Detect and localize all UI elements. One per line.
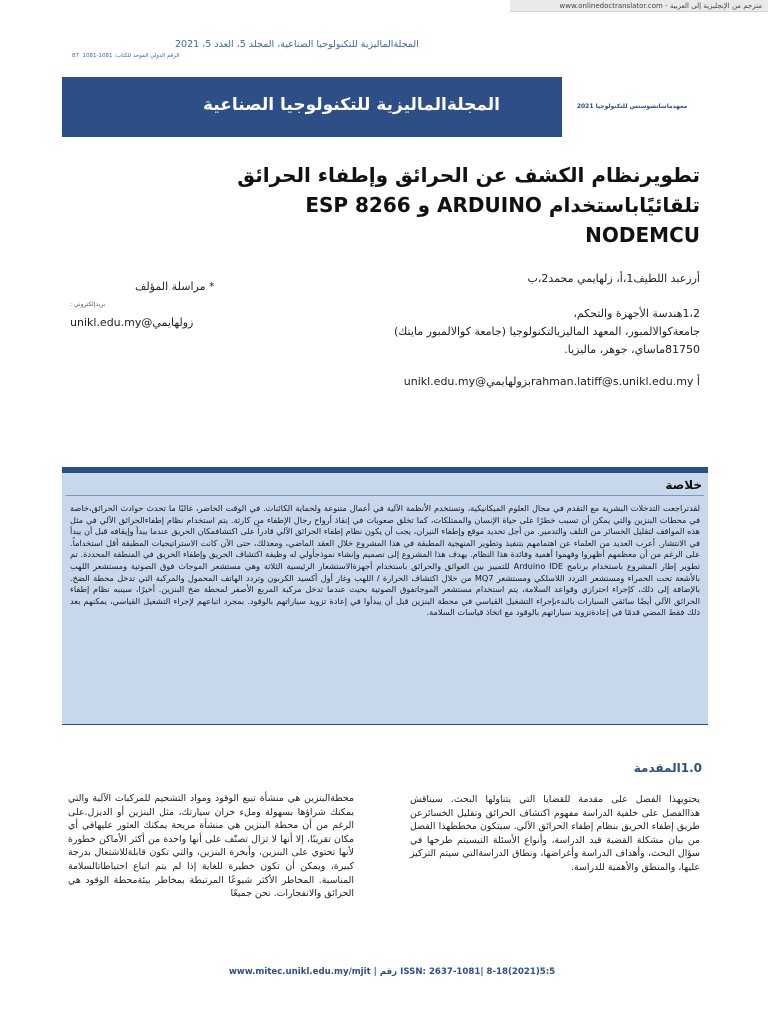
journal-reference: المجلةالماليزية للتكنولوجيا الصناعية، المجلد 5، العدد 5، 2021 xyxy=(175,39,419,50)
affiliation xyxy=(280,305,700,359)
author-emails[interactable]: أ rahman.latiff@s.unikl.edu.myبزولهايمي@unikl.edu.my xyxy=(403,375,700,388)
introduction-paragraph-left: محطةالبنزين هي منشأة تبيع الوقود ومواد التشحيم للمركبات الآلية والتي يمكنك شراؤها بسهولة وملء خزان سيارتك، مثل البنزين أو الديزل.على الرغم من أن محطة البنزين هي منشأة مريحة يمكنك العثور عليهافي أي مكان تقريبًا، إلا أنها لا تزال تصنّف على أنها واحدة من أكثر الأماكن خطورة لأنها تحتوي على البنزين، وأبخرة البنزين، والتي تكون قابلةللاشتعال بدرجة كبيرة، ويمكن أن تكون خطيرة للغاية إذا لم يتم اتباع احتياطاتالسلامة المناسبة. المخاطر الأكثر شيوعًا المرتبطة بمخاطر بيئةمحطة الوقود هي الحرائق والانفجارات. نحن جميعًا xyxy=(68,793,354,900)
corresponding-author-label: * مراسلة المؤلف xyxy=(135,280,215,293)
paper-title-line: NODEMCU xyxy=(585,223,700,247)
abstract-text: لقدتراجعت التدخلات البشرية مع التقدم في مجال العلوم الميكانيكية، وتستخدم الأنظمة الآلية في أعمال متنوعة ولحماية الكائنات. في الوقت الحاضر، غالبًا ما تحدث حوادث الحرائق،خاصة في محطات البنزين والتي يمكن أن تسبب خطرًا على حياة الإنسان والممتلكات، كما تخلق صعوبات في إنقاذ أرواح رجال الإطفاء من كارثة. يتم استخدام نظام إطفاءالحرائق الآلي في مثل هذه المواقف لتقليل الخسائر من التلف والتدمير. من أجل تحديد موقع وإطفاء النيران، يجب أن يكون نظام إطفاء الحرائق الآلي قادراً على اكتشافمكان الحريق عندما يبدأ وإيقافه قبل أن يبدأ في الانتشار. أعرب العديد من العلماء عن اهتمامهم بتنفيذ وتطوير المنهجية المطبقة في هذا المشروع خلال العقد الماضي، ومعذلك، حتى الآن كانت الاستراتيجيات المطبقة أقل استخداماً. على الرغم من أن معظمهم أظهروا وفهموا أهمية وفائدة هذا النظام. يهدف هذا المشروع إلى تصميم وإنشاء نموذجأولي له وظيفة اكتشاف الحريق وإطفاء الحريق في المنطقة المحددة. تم تطوير إطار المشروع باستخدام برنامج Arduino IDE للتمييز بين العوائق والحرائق باستخدام أجهزةالاستشعار الرئيسية الثلاثة وهي مستشعر الموجات فوق الصوتية ومستشعر اللهب بالأشعة تحت الحمراء ومستشعر التردد اللاسلكي ومستشعر MQ7 من خلال اكتشاف الحرارة / اللهب وغاز أول أكسيد الكربون وتردد الهاتف المحمول والمركبة التي تدخل محطة الضخ. بالإضافة إلى ذلك، كإجراء احترازي وقواعد السلامة، يتم استخدام مستشعر الموجاتفوق الصوتية بحيث عندما تدخل مركبة المربع الأصفر لمحطة ضخ البنزين. أخيرًا، سينبه نظام إطفاء الحرائق الآلي أيضًا سائقي السيارات بالبدءبإجراء التشغيل القياسي في محطة البنزين قبل أن يبدأوا في إعادة تزويد سياراتهم بالوقود. بمجرد اتباعهم لإجراء التشغيل القياسي، يمكنهم بعد ذلك فقط المضي قدمًا في إعادةتزويد سياراتهم بالوقود مع اتخاذ قياسات السلامة. xyxy=(70,503,700,618)
introduction-paragraph-right: يحتويهذا الفصل على مقدمة للقضايا التي يتناولها البحث. سيناقش هذاالفصل على خلفية الدراسة مفهوم اكتشاف الحرائق وتقليل الخسائرعن طريق إطفاء الحريق بنظام إطفاء الحرائق الآلي. سيتكون مخططهذا الفصل من بيان مشكلة القضية قيد الدراسة، وأنواع الأسئلة التيسيتم طرحها في سؤال البحث، وأهداف الدراسة وأغراضها، ونطاق الدراسةالتي سيتم التركيز عليها، والمنطق والأهمية للدراسة. xyxy=(410,794,700,873)
affiliation-line: 81750ماساي، جوهر، ماليزيا. xyxy=(564,343,700,356)
translator-banner[interactable]: www.onlinedoctranslator.com - مترجم من الإنجليزية إلى العربية xyxy=(510,0,768,12)
email-label: بريدإلكتروني : xyxy=(70,301,106,308)
paper-title xyxy=(180,160,700,250)
affiliation-line: 1،2هندسة الأجهزة والتحكم، xyxy=(573,307,700,320)
paper-title-line: تلقائيًاباستخدام ARDUINO و ESP 8266 xyxy=(305,193,700,217)
journal-issn: الرقم الدولي الموحد للكتاب: 87‎ ‎ 1081-1081 xyxy=(72,53,180,59)
abstract-heading: خلاصة xyxy=(665,478,702,492)
introduction-heading: 1.0المقدمة xyxy=(633,761,702,775)
paper-title-line: تطويرنظام الكشف عن الحرائق وإطفاء الحرائق xyxy=(237,163,700,187)
affiliation-line: جامعةكوالالمبور، المعهد الماليزيالتكنولوجيا (جامعة كوالالمبور مايتك) xyxy=(394,325,700,338)
corresponding-email[interactable]: زولهايمي@unikl.edu.my xyxy=(70,316,194,329)
journal-title: المجلةالماليزية للتكنولوجيا الصناعية xyxy=(202,95,500,115)
abstract-divider xyxy=(66,495,704,496)
authors: أرزعبد اللطيف1،أ، زلهايمي محمد2،ب xyxy=(527,272,700,285)
institute-name: معهدماساتشوستس للتكنولوجيا 2021 xyxy=(576,103,688,110)
footer-url[interactable]: www.mitec.unikl.edu.my/mjit | رقم ISSN: 2637-1081| 8-18(2021)5:5 xyxy=(228,967,556,977)
